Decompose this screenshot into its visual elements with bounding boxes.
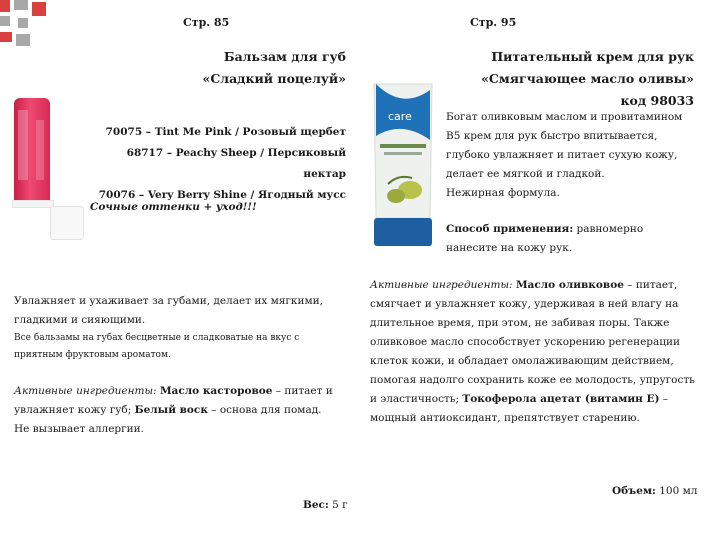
- ingredient-tocopherol: Токоферола ацетат (витамин Е): [462, 393, 660, 405]
- variant-1: 70075 – Tint Me Pink / Розовый щербет: [105, 126, 346, 138]
- lip-balm-description: Увлажняет и ухаживает за губами, делает их мягкими, гладкими и сияющими.: [14, 295, 323, 326]
- ingredients-label: Активные ингредиенты:: [14, 385, 157, 397]
- weight-label: Вес:: [303, 499, 329, 511]
- hand-cream-tube-image: [368, 80, 438, 250]
- left-title-line2: «Сладкий поцелуй»: [202, 71, 346, 86]
- ingredients-label-right: Активные ингредиенты:: [370, 279, 513, 291]
- variant-3: 70076 – Very Berry Shine / Ягодный мусс: [98, 189, 346, 201]
- weight-value: 5 г: [328, 499, 348, 511]
- usage-label: Способ применения:: [446, 223, 574, 235]
- ingredient-castor-oil-text: – питает и увлажняет кожу губ;: [14, 385, 333, 416]
- hand-cream-ingredients: [370, 276, 696, 428]
- lip-balm-ingredients: [14, 382, 340, 439]
- ingredient-white-wax: Белый воск: [134, 404, 208, 416]
- left-page-number: Стр. 85: [183, 16, 230, 29]
- usage-instructions: [446, 220, 696, 258]
- right-page-number: Стр. 95: [470, 16, 517, 29]
- usage-text: равномерно нанесите на кожу рук.: [446, 223, 644, 254]
- right-title-line2: «Смягчающее масло оливы»: [481, 71, 694, 86]
- ingredient-olive-oil: Масло оливковое: [515, 279, 624, 291]
- right-title-line1: Питательный крем для рук: [491, 49, 694, 64]
- weight: [303, 496, 348, 515]
- variant-2: 68717 – Peachy Sheep / Персиковый нектар: [126, 147, 346, 180]
- product-code: код 98033: [620, 93, 694, 108]
- ingredient-castor-oil: Масло касторовое: [159, 385, 273, 397]
- volume-label: Объем:: [612, 485, 656, 497]
- lip-balm-note: Все бальзамы на губах бесцветные и сладковатые на вкус с приятным фруктовым ароматом.: [14, 333, 300, 360]
- hand-cream-formula: Нежирная формула.: [446, 187, 560, 199]
- lip-balm-tagline: Сочные оттенки + уход!!!: [90, 201, 257, 213]
- ingredient-tocopherol-text: – мощный антиоксидант, препятствует старению.: [370, 393, 669, 424]
- ingredient-white-wax-text: – основа для помад. Не вызывает аллергии.: [14, 404, 322, 435]
- ingredient-olive-oil-text: – питает, смягчает и увлажняет кожу, удерживая в ней влагу на длительное время, при этом, не забивая поры. Также оливковое масло способствует ускорению регенерации клеток кожи, и обладает омолаживающим действием, помогая надолго сохранить коже ее молодость, упругость и эластичность;: [370, 279, 695, 405]
- hand-cream-description: Богат оливковым маслом и провитамином В5 крем для рук быстро впитывается, глубоко увлажняет и питает сухую кожу, делает ее мягкой и гладкой.: [446, 111, 683, 180]
- left-title-line1: Бальзам для губ: [223, 49, 346, 64]
- volume-value: 100 мл: [655, 485, 698, 497]
- volume: [612, 482, 697, 501]
- care-brand-text: care: [388, 110, 412, 123]
